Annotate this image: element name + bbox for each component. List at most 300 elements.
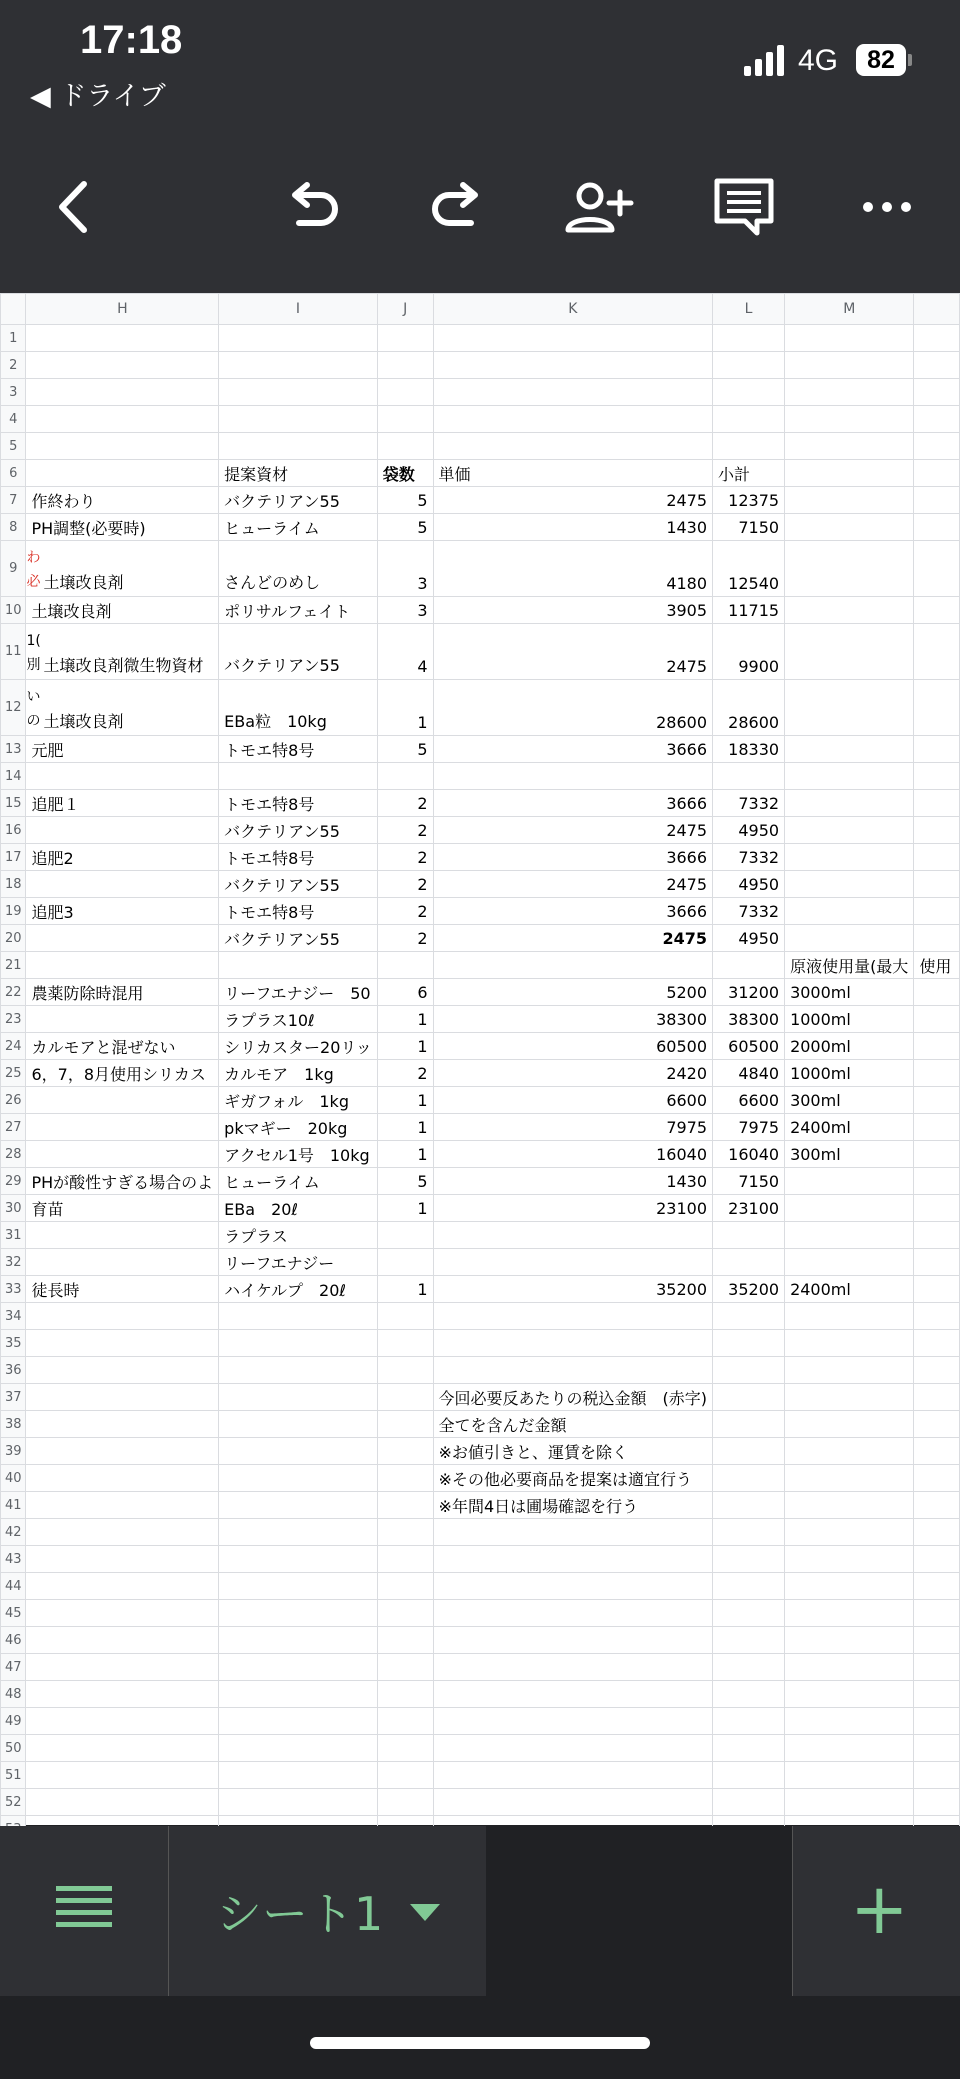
cell[interactable] bbox=[785, 487, 914, 514]
cell[interactable]: 3000ml bbox=[785, 979, 914, 1006]
cell[interactable]: 16040 bbox=[713, 1141, 785, 1168]
row-header[interactable]: 5 bbox=[1, 433, 26, 460]
cell[interactable]: ※その他必要商品を提案は適宜行う bbox=[433, 1465, 713, 1492]
row-header[interactable]: 14 bbox=[1, 763, 26, 790]
cell[interactable] bbox=[914, 597, 960, 624]
cell[interactable]: ポリサルフェイト bbox=[219, 597, 378, 624]
cell[interactable]: 9900 bbox=[713, 624, 785, 680]
cell[interactable]: 23100 bbox=[433, 1195, 713, 1222]
cell[interactable] bbox=[26, 925, 219, 952]
cell[interactable]: リーフエナジー bbox=[219, 1249, 378, 1276]
row-header[interactable]: 21 bbox=[1, 952, 26, 979]
cell[interactable] bbox=[377, 1438, 433, 1465]
cell[interactable]: 300ml bbox=[785, 1087, 914, 1114]
cell[interactable] bbox=[26, 1762, 219, 1789]
row-header[interactable]: 44 bbox=[1, 1573, 26, 1600]
cell[interactable] bbox=[26, 1627, 219, 1654]
cell[interactable]: 18330 bbox=[713, 736, 785, 763]
row-header[interactable]: 34 bbox=[1, 1303, 26, 1330]
row-header[interactable]: 1 bbox=[1, 325, 26, 352]
cell[interactable] bbox=[26, 541, 219, 597]
undo-icon[interactable] bbox=[284, 172, 344, 242]
cell[interactable] bbox=[914, 1681, 960, 1708]
cell[interactable] bbox=[914, 871, 960, 898]
cell[interactable] bbox=[914, 541, 960, 597]
cell[interactable] bbox=[914, 1411, 960, 1438]
cell[interactable] bbox=[26, 1384, 219, 1411]
row-header[interactable]: 3 bbox=[1, 379, 26, 406]
cell[interactable]: 1 bbox=[377, 1006, 433, 1033]
cell[interactable] bbox=[377, 1573, 433, 1600]
column-header[interactable]: M bbox=[785, 294, 914, 325]
cell[interactable] bbox=[713, 1519, 785, 1546]
cell[interactable]: トモエ特8号 bbox=[219, 736, 378, 763]
cell[interactable] bbox=[26, 952, 219, 979]
sheet-tab[interactable]: シート1 bbox=[216, 1887, 384, 1941]
spreadsheet-grid[interactable] bbox=[0, 293, 960, 1825]
cell[interactable]: 2 bbox=[377, 871, 433, 898]
row-header[interactable]: 47 bbox=[1, 1654, 26, 1681]
row-header[interactable]: 46 bbox=[1, 1627, 26, 1654]
cell[interactable] bbox=[377, 1357, 433, 1384]
cell[interactable] bbox=[26, 1330, 219, 1357]
cell[interactable]: EBa 20ℓ bbox=[219, 1195, 378, 1222]
cell[interactable]: 提案資材 bbox=[219, 460, 378, 487]
cell[interactable] bbox=[377, 952, 433, 979]
cell[interactable] bbox=[219, 1411, 378, 1438]
cell[interactable] bbox=[377, 1627, 433, 1654]
cell[interactable] bbox=[26, 1654, 219, 1681]
cell[interactable] bbox=[26, 325, 219, 352]
cell[interactable]: 12375 bbox=[713, 487, 785, 514]
cell[interactable] bbox=[433, 1708, 713, 1735]
cell[interactable] bbox=[914, 1735, 960, 1762]
cell[interactable] bbox=[713, 406, 785, 433]
cell[interactable]: 7150 bbox=[713, 1168, 785, 1195]
cell[interactable] bbox=[914, 1438, 960, 1465]
cell[interactable]: 3666 bbox=[433, 790, 713, 817]
cell[interactable] bbox=[914, 844, 960, 871]
cell[interactable] bbox=[377, 379, 433, 406]
cell[interactable] bbox=[914, 1546, 960, 1573]
cell[interactable]: 35200 bbox=[713, 1276, 785, 1303]
cell[interactable] bbox=[713, 433, 785, 460]
cell[interactable] bbox=[26, 624, 219, 680]
cell[interactable] bbox=[713, 379, 785, 406]
cell[interactable] bbox=[785, 790, 914, 817]
column-header[interactable]: L bbox=[713, 294, 785, 325]
cell[interactable] bbox=[377, 1762, 433, 1789]
cell[interactable] bbox=[713, 1546, 785, 1573]
cell[interactable] bbox=[785, 1546, 914, 1573]
cell[interactable] bbox=[914, 624, 960, 680]
cell[interactable] bbox=[914, 1060, 960, 1087]
cell[interactable] bbox=[914, 1330, 960, 1357]
cell[interactable] bbox=[433, 1573, 713, 1600]
cell[interactable] bbox=[914, 1762, 960, 1789]
cell[interactable]: 7975 bbox=[433, 1114, 713, 1141]
cell[interactable] bbox=[785, 1600, 914, 1627]
cell[interactable]: 3666 bbox=[433, 844, 713, 871]
cell[interactable]: ヒューライム bbox=[219, 1168, 378, 1195]
column-header[interactable]: H bbox=[26, 294, 219, 325]
row-header[interactable]: 15 bbox=[1, 790, 26, 817]
cell[interactable] bbox=[26, 1492, 219, 1519]
cell[interactable] bbox=[914, 1249, 960, 1276]
row-header[interactable]: 11 bbox=[1, 624, 26, 680]
cell[interactable]: 1430 bbox=[433, 514, 713, 541]
cell[interactable] bbox=[914, 1087, 960, 1114]
column-header[interactable] bbox=[914, 294, 960, 325]
cell[interactable]: バクテリアン55 bbox=[219, 487, 378, 514]
cell[interactable] bbox=[26, 1357, 219, 1384]
cell[interactable]: 23100 bbox=[713, 1195, 785, 1222]
cell[interactable] bbox=[713, 1438, 785, 1465]
cell[interactable] bbox=[914, 1276, 960, 1303]
cell[interactable]: 作終わり bbox=[26, 487, 219, 514]
row-header[interactable]: 40 bbox=[1, 1465, 26, 1492]
cell[interactable]: 2475 bbox=[433, 624, 713, 680]
chevron-down-icon[interactable] bbox=[410, 1904, 440, 1921]
cell[interactable]: バクテリアン55 bbox=[219, 624, 378, 680]
cell[interactable] bbox=[713, 1789, 785, 1816]
cell[interactable] bbox=[914, 1168, 960, 1195]
row-header[interactable]: 8 bbox=[1, 514, 26, 541]
cell[interactable]: ※お値引きと、運賃を除く bbox=[433, 1438, 713, 1465]
cell[interactable]: 16040 bbox=[433, 1141, 713, 1168]
cell[interactable] bbox=[219, 952, 378, 979]
cell[interactable] bbox=[219, 1708, 378, 1735]
cell[interactable]: 5 bbox=[377, 1168, 433, 1195]
cell[interactable]: 1 bbox=[377, 1087, 433, 1114]
row-header[interactable]: 33 bbox=[1, 1276, 26, 1303]
cell[interactable]: 袋数 bbox=[377, 460, 433, 487]
cell[interactable] bbox=[26, 1735, 219, 1762]
cell[interactable] bbox=[713, 1735, 785, 1762]
cell[interactable] bbox=[713, 1357, 785, 1384]
cell[interactable]: 全てを含んだ金額 bbox=[433, 1411, 713, 1438]
cell[interactable]: ※年間4日は圃場確認を行う bbox=[433, 1492, 713, 1519]
cell[interactable]: 5 bbox=[377, 487, 433, 514]
cell[interactable] bbox=[785, 898, 914, 925]
column-header[interactable]: J bbox=[377, 294, 433, 325]
cell[interactable]: さんどのめし bbox=[219, 541, 378, 597]
cell[interactable] bbox=[219, 1357, 378, 1384]
cell[interactable]: 使用 bbox=[914, 952, 960, 979]
cell[interactable]: トモエ特8号 bbox=[219, 898, 378, 925]
cell[interactable]: アクセル1号 10kg bbox=[219, 1141, 378, 1168]
cell[interactable] bbox=[785, 1438, 914, 1465]
row-header[interactable]: 27 bbox=[1, 1114, 26, 1141]
cell[interactable] bbox=[713, 1465, 785, 1492]
cell[interactable] bbox=[377, 1384, 433, 1411]
cell[interactable]: シリカスター20リッ bbox=[219, 1033, 378, 1060]
cell[interactable]: 今回必要反あたりの税込金額 (赤字) bbox=[433, 1384, 713, 1411]
cell[interactable] bbox=[26, 1681, 219, 1708]
cell[interactable]: ラプラス bbox=[219, 1222, 378, 1249]
cell[interactable]: 300ml bbox=[785, 1141, 914, 1168]
row-header[interactable]: 31 bbox=[1, 1222, 26, 1249]
cell[interactable] bbox=[433, 1357, 713, 1384]
cell[interactable] bbox=[713, 1384, 785, 1411]
cell[interactable] bbox=[219, 1465, 378, 1492]
cell-table[interactable] bbox=[0, 293, 960, 1843]
back-icon[interactable] bbox=[50, 172, 96, 242]
cell[interactable] bbox=[785, 597, 914, 624]
cell[interactable] bbox=[377, 433, 433, 460]
row-header[interactable]: 52 bbox=[1, 1789, 26, 1816]
cell[interactable] bbox=[785, 844, 914, 871]
cell[interactable] bbox=[785, 352, 914, 379]
cell[interactable] bbox=[377, 1330, 433, 1357]
cell[interactable] bbox=[914, 325, 960, 352]
cell[interactable] bbox=[785, 1789, 914, 1816]
cell[interactable] bbox=[433, 1654, 713, 1681]
row-header[interactable]: 49 bbox=[1, 1708, 26, 1735]
add-person-icon[interactable] bbox=[562, 172, 636, 242]
add-sheet-button[interactable]: + bbox=[850, 1868, 909, 1950]
cell[interactable] bbox=[713, 1627, 785, 1654]
cell[interactable] bbox=[219, 1681, 378, 1708]
cell[interactable] bbox=[785, 736, 914, 763]
cell[interactable]: 2420 bbox=[433, 1060, 713, 1087]
cell[interactable]: 60500 bbox=[433, 1033, 713, 1060]
row-header[interactable]: 29 bbox=[1, 1168, 26, 1195]
row-header[interactable]: 17 bbox=[1, 844, 26, 871]
cell[interactable]: 5 bbox=[377, 736, 433, 763]
cell[interactable]: 1 bbox=[377, 680, 433, 736]
cell[interactable] bbox=[377, 1465, 433, 1492]
cell[interactable] bbox=[785, 1222, 914, 1249]
cell[interactable] bbox=[433, 325, 713, 352]
row-header[interactable]: 28 bbox=[1, 1141, 26, 1168]
cell[interactable] bbox=[914, 460, 960, 487]
cell[interactable] bbox=[785, 1762, 914, 1789]
cell[interactable]: 3666 bbox=[433, 736, 713, 763]
cell[interactable] bbox=[785, 624, 914, 680]
cell[interactable] bbox=[914, 1141, 960, 1168]
cell[interactable] bbox=[433, 1222, 713, 1249]
cell[interactable] bbox=[26, 1708, 219, 1735]
cell[interactable]: 7150 bbox=[713, 514, 785, 541]
cell[interactable] bbox=[785, 1654, 914, 1681]
cell[interactable] bbox=[914, 790, 960, 817]
cell[interactable]: ギガフォル 1kg bbox=[219, 1087, 378, 1114]
cell[interactable]: 小計 bbox=[713, 460, 785, 487]
row-header[interactable]: 30 bbox=[1, 1195, 26, 1222]
column-header[interactable]: K bbox=[433, 294, 713, 325]
row-header[interactable]: 22 bbox=[1, 979, 26, 1006]
cell[interactable] bbox=[433, 379, 713, 406]
cell[interactable] bbox=[26, 460, 219, 487]
redo-icon[interactable] bbox=[426, 172, 486, 242]
cell[interactable] bbox=[377, 1249, 433, 1276]
cell[interactable] bbox=[914, 1654, 960, 1681]
cell[interactable] bbox=[785, 1195, 914, 1222]
cell[interactable] bbox=[914, 817, 960, 844]
cell[interactable] bbox=[26, 1114, 219, 1141]
cell[interactable]: バクテリアン55 bbox=[219, 871, 378, 898]
cell[interactable] bbox=[914, 1600, 960, 1627]
cell[interactable] bbox=[219, 1438, 378, 1465]
cell[interactable] bbox=[377, 1600, 433, 1627]
cell[interactable] bbox=[785, 871, 914, 898]
cell[interactable] bbox=[433, 1330, 713, 1357]
cell[interactable]: 追肥3 bbox=[26, 898, 219, 925]
cell[interactable]: 追肥2 bbox=[26, 844, 219, 871]
row-header[interactable]: 41 bbox=[1, 1492, 26, 1519]
row-header[interactable]: 43 bbox=[1, 1546, 26, 1573]
cell[interactable]: 3 bbox=[377, 597, 433, 624]
row-header[interactable]: 35 bbox=[1, 1330, 26, 1357]
cell[interactable] bbox=[785, 460, 914, 487]
cell[interactable] bbox=[219, 1789, 378, 1816]
cell[interactable]: 28600 bbox=[433, 680, 713, 736]
row-header[interactable]: 13 bbox=[1, 736, 26, 763]
cell[interactable]: 1000ml bbox=[785, 1060, 914, 1087]
cell[interactable]: 3905 bbox=[433, 597, 713, 624]
cell[interactable] bbox=[914, 898, 960, 925]
cell[interactable]: 4840 bbox=[713, 1060, 785, 1087]
cell[interactable] bbox=[713, 1330, 785, 1357]
cell[interactable] bbox=[785, 680, 914, 736]
row-header[interactable]: 16 bbox=[1, 817, 26, 844]
cell[interactable] bbox=[785, 1384, 914, 1411]
cell[interactable]: EBa粒 10kg bbox=[219, 680, 378, 736]
cell[interactable]: 7332 bbox=[713, 790, 785, 817]
cell[interactable] bbox=[219, 1735, 378, 1762]
cell[interactable] bbox=[26, 379, 219, 406]
cell[interactable] bbox=[219, 1384, 378, 1411]
cell[interactable] bbox=[433, 1546, 713, 1573]
row-header[interactable]: 2 bbox=[1, 352, 26, 379]
cell[interactable] bbox=[713, 1654, 785, 1681]
cell[interactable] bbox=[433, 1600, 713, 1627]
cell[interactable] bbox=[377, 1681, 433, 1708]
cell[interactable]: 6，7，8月使用シリカス bbox=[26, 1060, 219, 1087]
cell[interactable] bbox=[914, 1627, 960, 1654]
cell[interactable] bbox=[219, 1546, 378, 1573]
row-header[interactable]: 20 bbox=[1, 925, 26, 952]
cell[interactable]: 5200 bbox=[433, 979, 713, 1006]
cell[interactable] bbox=[785, 1681, 914, 1708]
cell[interactable]: 2475 bbox=[433, 925, 713, 952]
cell[interactable] bbox=[26, 871, 219, 898]
cell[interactable] bbox=[219, 1330, 378, 1357]
cell[interactable] bbox=[26, 1303, 219, 1330]
cell[interactable]: トモエ特8号 bbox=[219, 790, 378, 817]
sheet-list-icon[interactable] bbox=[56, 1886, 112, 1934]
cell[interactable]: 2 bbox=[377, 925, 433, 952]
cell[interactable] bbox=[713, 763, 785, 790]
cell[interactable]: 1 bbox=[377, 1276, 433, 1303]
cell[interactable] bbox=[785, 1330, 914, 1357]
cell[interactable]: 育苗 bbox=[26, 1195, 219, 1222]
cell[interactable] bbox=[377, 1411, 433, 1438]
cell[interactable]: 原液使用量(最大 bbox=[785, 952, 914, 979]
cell[interactable] bbox=[219, 763, 378, 790]
cell[interactable] bbox=[914, 1222, 960, 1249]
row-header[interactable]: 24 bbox=[1, 1033, 26, 1060]
cell[interactable]: トモエ特8号 bbox=[219, 844, 378, 871]
cell[interactable]: 60500 bbox=[713, 1033, 785, 1060]
cell[interactable] bbox=[219, 1600, 378, 1627]
cell[interactable]: 2 bbox=[377, 817, 433, 844]
row-header[interactable]: 10 bbox=[1, 597, 26, 624]
cell[interactable] bbox=[785, 763, 914, 790]
row-header[interactable]: 48 bbox=[1, 1681, 26, 1708]
cell[interactable] bbox=[914, 514, 960, 541]
cell[interactable] bbox=[713, 1708, 785, 1735]
cell[interactable] bbox=[914, 433, 960, 460]
cell[interactable]: 7332 bbox=[713, 898, 785, 925]
cell[interactable]: 1430 bbox=[433, 1168, 713, 1195]
cell[interactable]: 4180 bbox=[433, 541, 713, 597]
cell[interactable] bbox=[26, 1465, 219, 1492]
cell[interactable]: 7332 bbox=[713, 844, 785, 871]
cell[interactable]: ラプラス10ℓ bbox=[219, 1006, 378, 1033]
row-header[interactable]: 6 bbox=[1, 460, 26, 487]
cell[interactable] bbox=[433, 1627, 713, 1654]
cell[interactable] bbox=[219, 1762, 378, 1789]
cell[interactable] bbox=[433, 1681, 713, 1708]
cell[interactable] bbox=[219, 1654, 378, 1681]
cell[interactable] bbox=[914, 736, 960, 763]
cell[interactable] bbox=[713, 1411, 785, 1438]
cell[interactable]: 7975 bbox=[713, 1114, 785, 1141]
more-icon[interactable] bbox=[862, 172, 912, 242]
cell[interactable] bbox=[785, 1303, 914, 1330]
cell[interactable] bbox=[433, 1249, 713, 1276]
cell[interactable] bbox=[785, 406, 914, 433]
cell[interactable] bbox=[914, 925, 960, 952]
cell[interactable]: 6 bbox=[377, 979, 433, 1006]
cell[interactable]: 農薬防除時混用 bbox=[26, 979, 219, 1006]
cell[interactable]: 1000ml bbox=[785, 1006, 914, 1033]
cell[interactable] bbox=[433, 1519, 713, 1546]
cell[interactable]: 2400ml bbox=[785, 1276, 914, 1303]
cell[interactable] bbox=[713, 1303, 785, 1330]
cell[interactable]: 38300 bbox=[433, 1006, 713, 1033]
cell[interactable] bbox=[785, 379, 914, 406]
cell[interactable] bbox=[713, 1762, 785, 1789]
cell[interactable] bbox=[377, 1789, 433, 1816]
cell[interactable] bbox=[219, 325, 378, 352]
cell[interactable] bbox=[377, 1222, 433, 1249]
cell[interactable] bbox=[914, 1384, 960, 1411]
cell[interactable] bbox=[914, 1033, 960, 1060]
cell[interactable] bbox=[785, 433, 914, 460]
cell[interactable] bbox=[26, 433, 219, 460]
cell[interactable] bbox=[713, 1573, 785, 1600]
cell[interactable] bbox=[713, 1681, 785, 1708]
row-header[interactable]: 23 bbox=[1, 1006, 26, 1033]
row-header[interactable]: 51 bbox=[1, 1762, 26, 1789]
cell[interactable] bbox=[914, 680, 960, 736]
cell[interactable]: 35200 bbox=[433, 1276, 713, 1303]
cell[interactable] bbox=[219, 352, 378, 379]
cell[interactable] bbox=[914, 406, 960, 433]
cell[interactable]: カルモアと混ぜない bbox=[26, 1033, 219, 1060]
cell[interactable]: 1 bbox=[377, 1141, 433, 1168]
row-header[interactable]: 37 bbox=[1, 1384, 26, 1411]
cell[interactable]: 2 bbox=[377, 1060, 433, 1087]
cell[interactable] bbox=[219, 379, 378, 406]
cell[interactable] bbox=[785, 1168, 914, 1195]
cell[interactable] bbox=[219, 1627, 378, 1654]
cell[interactable] bbox=[914, 1573, 960, 1600]
cell[interactable]: 元肥 bbox=[26, 736, 219, 763]
